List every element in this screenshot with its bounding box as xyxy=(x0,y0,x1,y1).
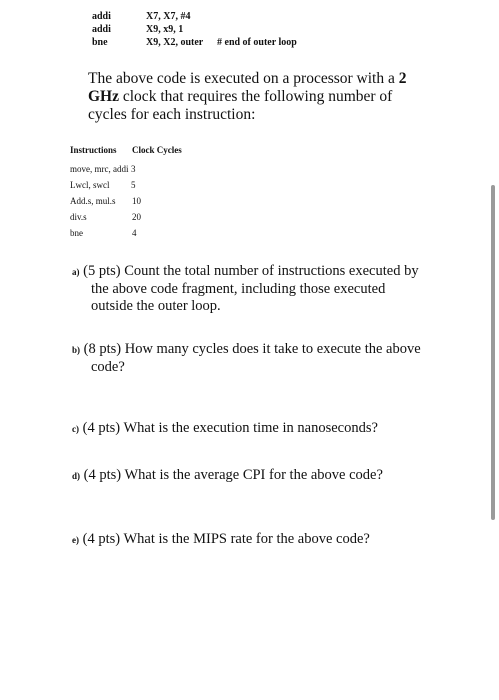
column-header: Clock Cycles xyxy=(132,145,182,155)
vertical-scrollbar[interactable] xyxy=(491,185,495,520)
question-text: the above code fragment, including those executed xyxy=(91,281,386,297)
instruction-cell: bne xyxy=(70,228,83,238)
instruction-cell: move, mrc, addi xyxy=(70,164,129,174)
question-text: code? xyxy=(91,359,125,375)
instruction-cell: Add.s, mul.s xyxy=(70,196,116,206)
intro-text: cycles for each instruction: xyxy=(88,106,256,123)
question-letter: d) xyxy=(72,471,81,481)
intro-text: clock that requires the following number of xyxy=(119,88,393,105)
intro-emphasis: 2 xyxy=(398,70,407,87)
cycles-cell: 4 xyxy=(132,228,137,238)
instruction-cell: Lwcl, swcl xyxy=(70,180,110,190)
cycles-cell: 5 xyxy=(131,180,136,190)
cycles-cell: 3 xyxy=(131,164,136,174)
column-header: Instructions xyxy=(70,145,117,155)
question-letter: b) xyxy=(72,345,81,355)
code-comment: # end of outer loop xyxy=(217,37,297,48)
question-text: (4 pts) What is the execution time in nanoseconds? xyxy=(82,420,378,436)
cycles-cell: 20 xyxy=(132,212,141,222)
question-text: (4 pts) What is the average CPI for the above code? xyxy=(83,467,383,483)
question-d xyxy=(72,467,432,485)
instruction-cell: div.s xyxy=(70,212,87,222)
question-text: (8 pts) How many cycles does it take to execute the above xyxy=(83,341,421,357)
question-a xyxy=(72,263,432,315)
code-operands: X9, x9, 1 xyxy=(146,24,184,35)
question-text: outside the outer loop. xyxy=(91,298,221,314)
code-opcode: addi xyxy=(92,24,111,35)
code-operands: X7, X7, #4 xyxy=(146,11,191,22)
cycles-cell: 10 xyxy=(132,196,141,206)
question-text: (4 pts) What is the MIPS rate for the above code? xyxy=(82,531,370,547)
code-opcode: addi xyxy=(92,11,111,22)
question-e xyxy=(72,531,432,549)
question-letter: e) xyxy=(72,535,79,545)
intro-paragraph xyxy=(88,70,408,124)
question-b xyxy=(72,341,432,376)
code-opcode: bne xyxy=(92,37,108,48)
question-letter: c) xyxy=(72,424,79,434)
question-c xyxy=(72,420,432,438)
question-text: (5 pts) Count the total number of instructions executed by xyxy=(83,263,419,279)
question-letter: a) xyxy=(72,267,80,277)
code-operands: X9, X2, outer xyxy=(146,37,204,48)
intro-text: The above code is executed on a processor with a xyxy=(88,70,399,87)
intro-emphasis: GHz xyxy=(88,88,119,105)
